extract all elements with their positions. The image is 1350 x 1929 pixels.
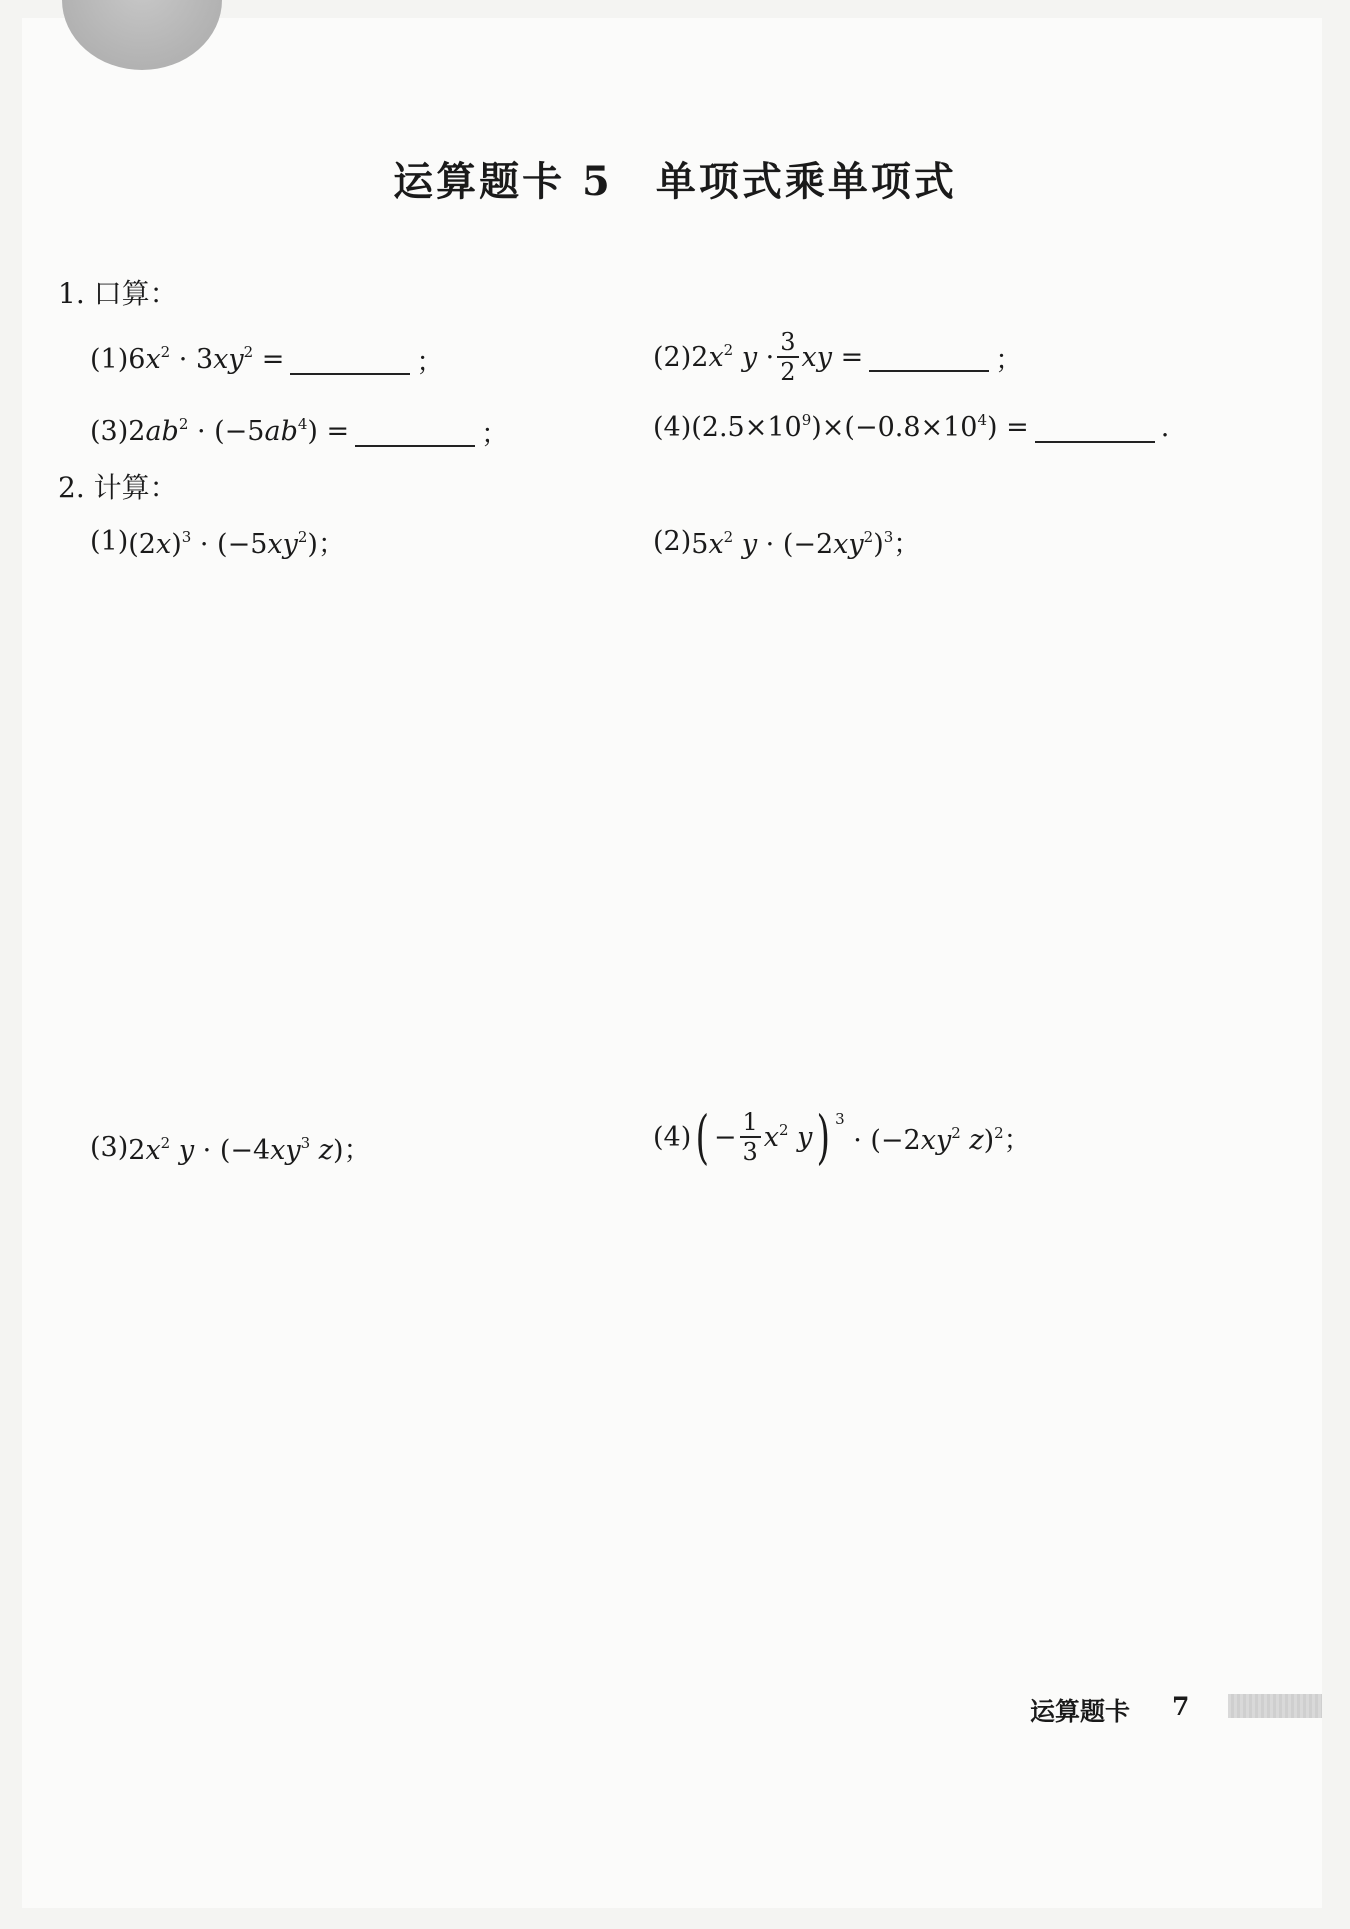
item-expression-b: · ($-2xy^2$ z)$^2$； xyxy=(844,1123,1031,1156)
item-label: (3) xyxy=(90,1132,129,1163)
item-end: ； xyxy=(995,344,1023,376)
item-expression: $(2.5\times 10^9)\times(-0.8\times 10^4)$ = xyxy=(691,411,1029,443)
minus-sign: − xyxy=(713,1121,737,1153)
item-end: . xyxy=(1160,412,1170,443)
item-label: (1) xyxy=(90,344,129,375)
oral-item-4 xyxy=(653,412,1169,443)
item-expression: $6x^2 \cdot 3xy^2$ = xyxy=(128,343,285,375)
calc-item-1 xyxy=(90,522,345,561)
answer-blank[interactable] xyxy=(1035,413,1155,443)
right-paren: ) xyxy=(816,1103,831,1171)
answer-blank[interactable] xyxy=(290,345,410,375)
fraction-denominator: 2 xyxy=(780,358,796,386)
item-end: ； xyxy=(481,419,509,450)
item-end: ； xyxy=(416,347,444,378)
item-expression-a: $x^2$ y xyxy=(763,1120,813,1153)
fraction xyxy=(740,1110,761,1164)
item-label: (2) xyxy=(653,526,692,557)
footer-decoration xyxy=(1228,1694,1322,1718)
answer-blank[interactable] xyxy=(355,417,475,447)
calc-item-3 xyxy=(90,1128,371,1167)
section-2-heading: 2. 计算： xyxy=(58,471,178,504)
oral-item-1 xyxy=(90,340,443,379)
item-expression-a: $2x^2$ y · xyxy=(691,340,775,373)
fraction-numerator: 3 xyxy=(777,330,798,358)
item-label: (2) xyxy=(653,341,692,373)
item-expression-b: xy = xyxy=(801,341,864,373)
item-expression: $(2x)^3 \cdot (-5xy^2)$； xyxy=(128,528,345,560)
answer-blank[interactable] xyxy=(869,342,989,372)
power: 3 xyxy=(835,1110,845,1128)
page-title: 运算题卡 5 单项式乘单项式 xyxy=(393,158,957,205)
footer-label: 运算题卡 xyxy=(1030,1697,1131,1726)
item-label: (1) xyxy=(90,526,129,557)
section-1-heading: 1. 口算： xyxy=(58,277,178,310)
item-expression: $5x^2$ $y \cdot (-2xy^2)^3$； xyxy=(691,528,921,560)
fraction xyxy=(777,330,798,384)
item-label: (3) xyxy=(90,416,129,447)
item-expression: $2ab^2 \cdot (-5ab^4)$ = xyxy=(128,415,350,447)
item-label: (4) xyxy=(653,1121,692,1153)
calc-item-4 xyxy=(653,1103,1031,1171)
oral-item-3 xyxy=(90,412,508,451)
fraction-numerator: 1 xyxy=(740,1110,761,1138)
page-number: 7 xyxy=(1172,1692,1190,1721)
left-paren: ( xyxy=(695,1103,710,1171)
item-expression: $2x^2$ $y \cdot (-4xy^3$ z)； xyxy=(128,1134,371,1166)
oral-item-2 xyxy=(653,330,1022,384)
calc-item-2 xyxy=(653,522,920,561)
fraction-denominator: 3 xyxy=(742,1138,758,1166)
page xyxy=(22,18,1322,1908)
item-label: (4) xyxy=(653,412,692,443)
